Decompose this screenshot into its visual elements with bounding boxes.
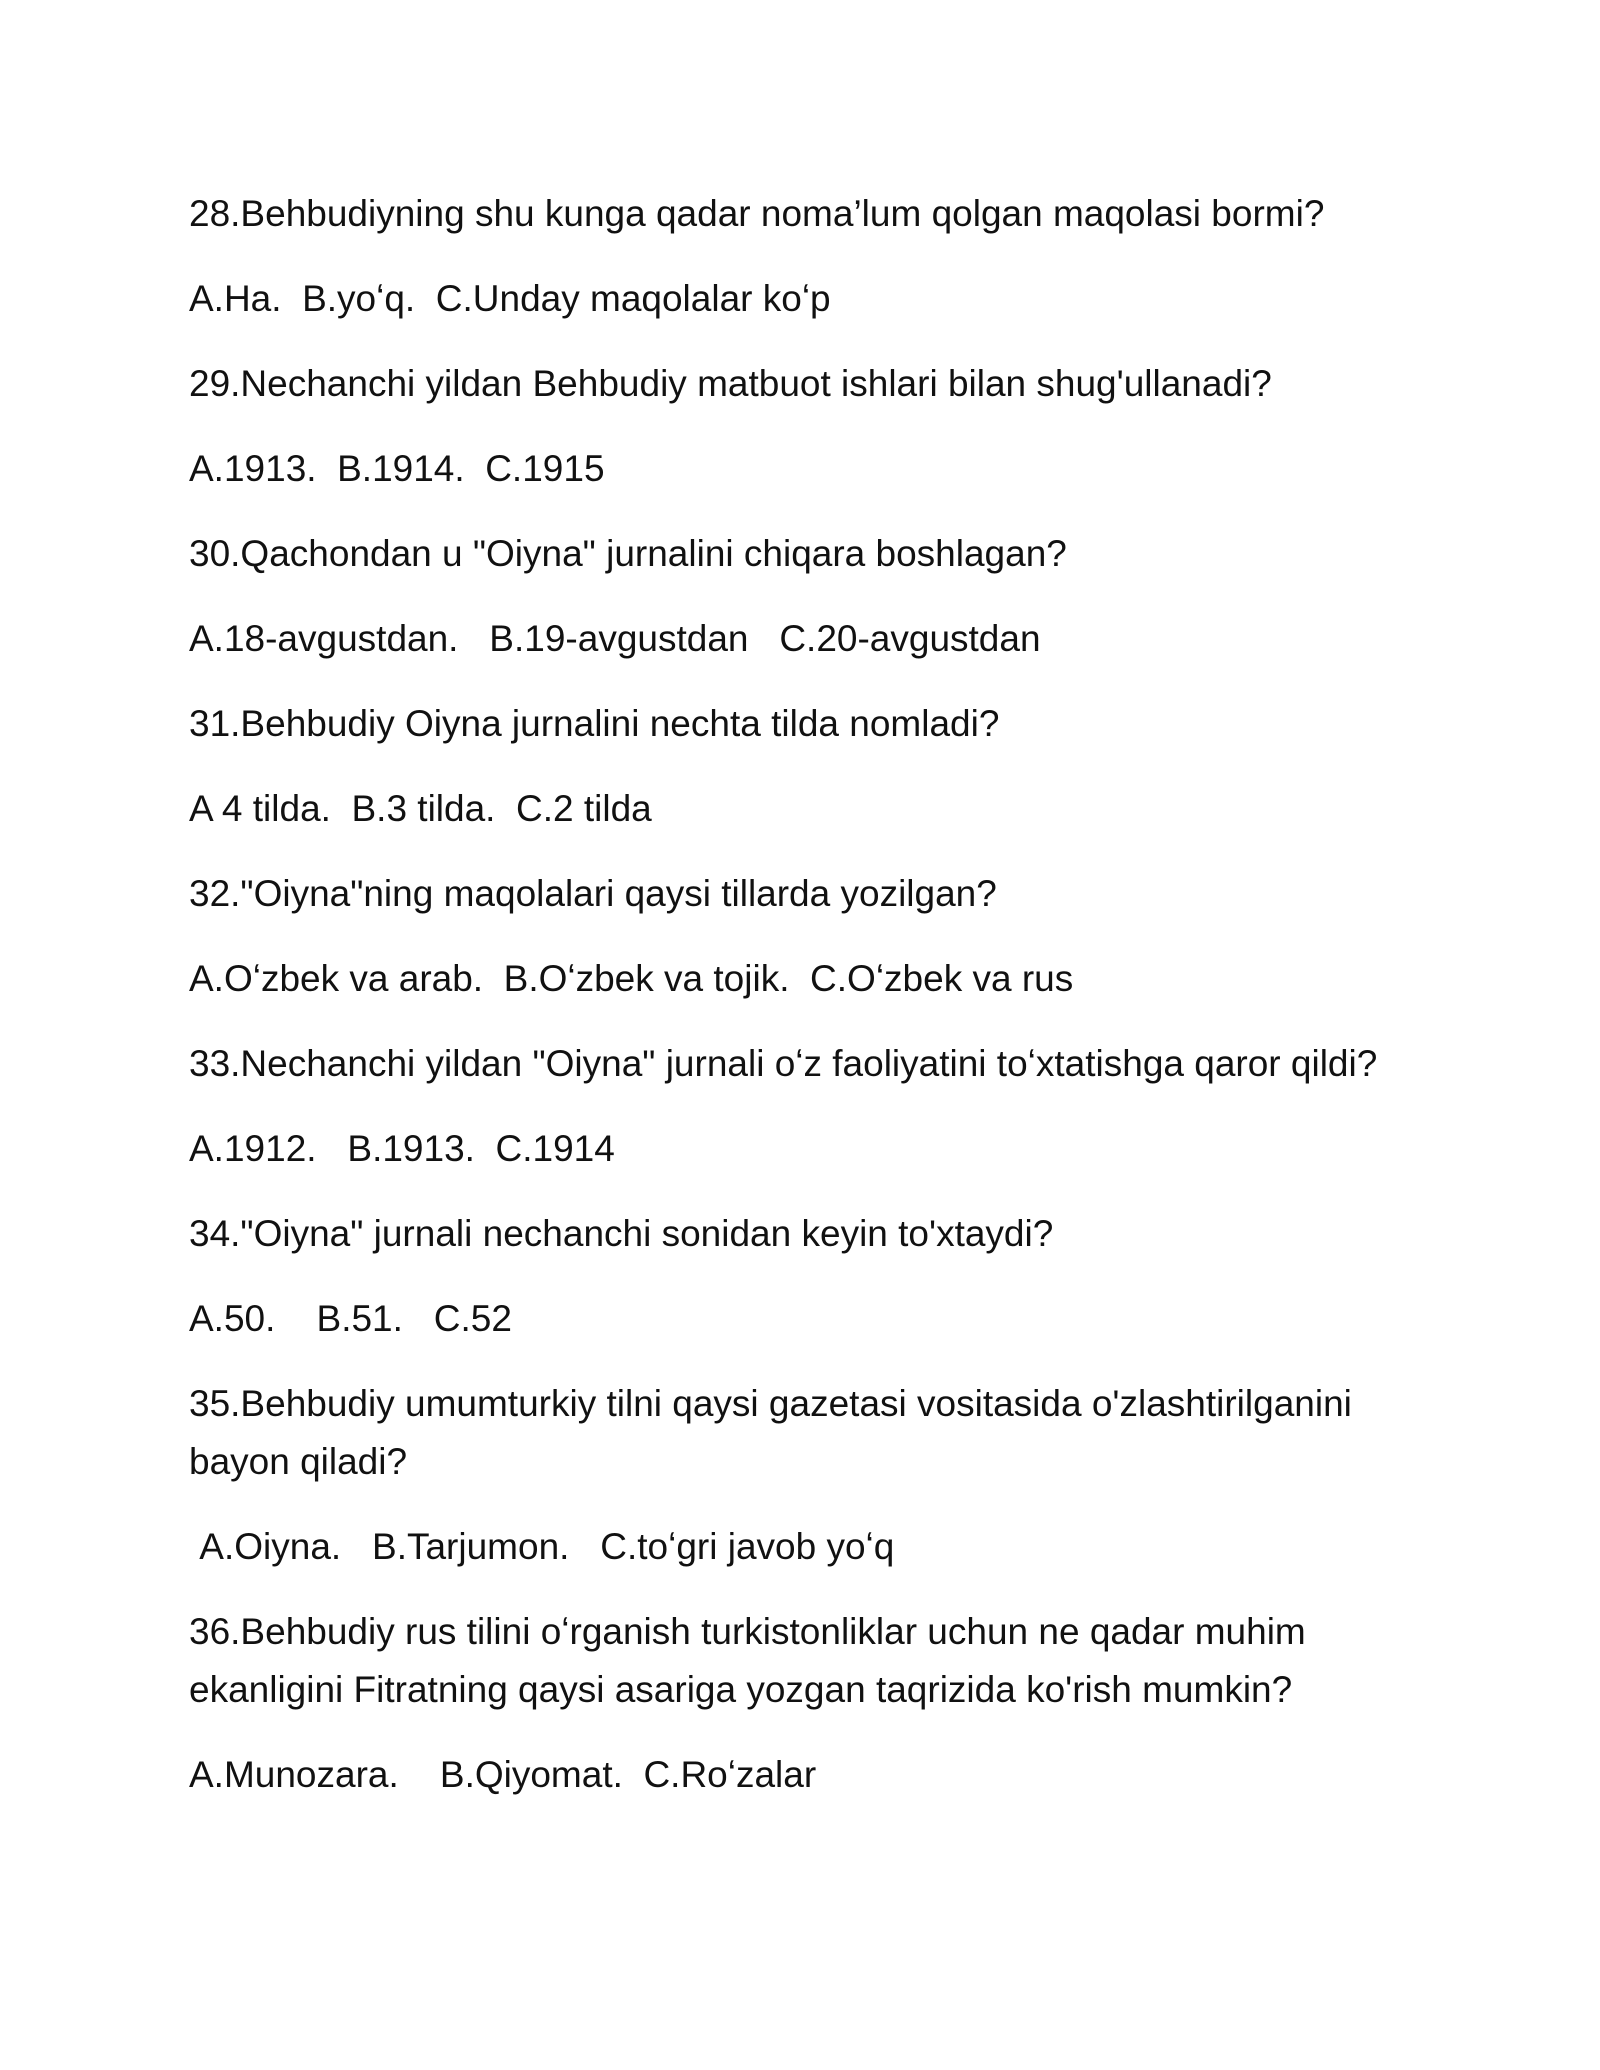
quiz-content bbox=[189, 185, 1429, 1831]
answers-29: A.1913. B.1914. C.1915 bbox=[189, 448, 605, 489]
answers-31: A 4 tilda. B.3 tilda. C.2 tilda bbox=[189, 788, 652, 829]
answers-34: A.50. B.51. C.52 bbox=[189, 1298, 512, 1339]
question-31: 31.Behbudiy Oiyna jurnalini nechta tilda nomladi? bbox=[189, 703, 1000, 744]
question-28: 28.Behbudiyning shu kunga qadar noma’lum qolgan maqolasi bormi? bbox=[189, 193, 1325, 234]
question-32: 32."Oiyna"ning maqolalari qaysi tillarda yozilgan? bbox=[189, 873, 997, 914]
question-34: 34."Oiyna" jurnali nechanchi sonidan keyin to'xtaydi? bbox=[189, 1213, 1054, 1254]
answers-36: A.Munozara. B.Qiyomat. C.Roʻzalar bbox=[189, 1754, 817, 1795]
answers-30: A.18-avgustdan. B.19-avgustdan C.20-avgustdan bbox=[189, 618, 1041, 659]
answers-28: A.Ha. B.yoʻq. C.Unday maqolalar koʻp bbox=[189, 278, 831, 319]
question-35: 35.Behbudiy umumturkiy tilni qaysi gazetasi vositasida o'zlashtirilganini bayon qiladi? bbox=[189, 1383, 1363, 1482]
question-29: 29.Nechanchi yildan Behbudiy matbuot ishlari bilan shug'ullanadi? bbox=[189, 363, 1272, 404]
answers-33: A.1912. B.1913. C.1914 bbox=[189, 1128, 615, 1169]
question-30: 30.Qachondan u "Oiyna" jurnalini chiqara boshlagan? bbox=[189, 533, 1067, 574]
answers-32: A.Oʻzbek va arab. B.Oʻzbek va tojik. C.Oʻzbek va rus bbox=[189, 958, 1074, 999]
question-33: 33.Nechanchi yildan "Oiyna" jurnali oʻz faoliyatini toʻxtatishga qaror qildi? bbox=[189, 1043, 1378, 1084]
question-36: 36.Behbudiy rus tilini oʻrganish turkistonliklar uchun ne qadar muhim ekanligini Fitratning qaysi asariga yozgan taqrizida ko'rish mumkin? bbox=[189, 1611, 1317, 1710]
answers-35: A.Oiyna. B.Tarjumon. C.toʻgri javob yoʻq bbox=[189, 1526, 895, 1567]
